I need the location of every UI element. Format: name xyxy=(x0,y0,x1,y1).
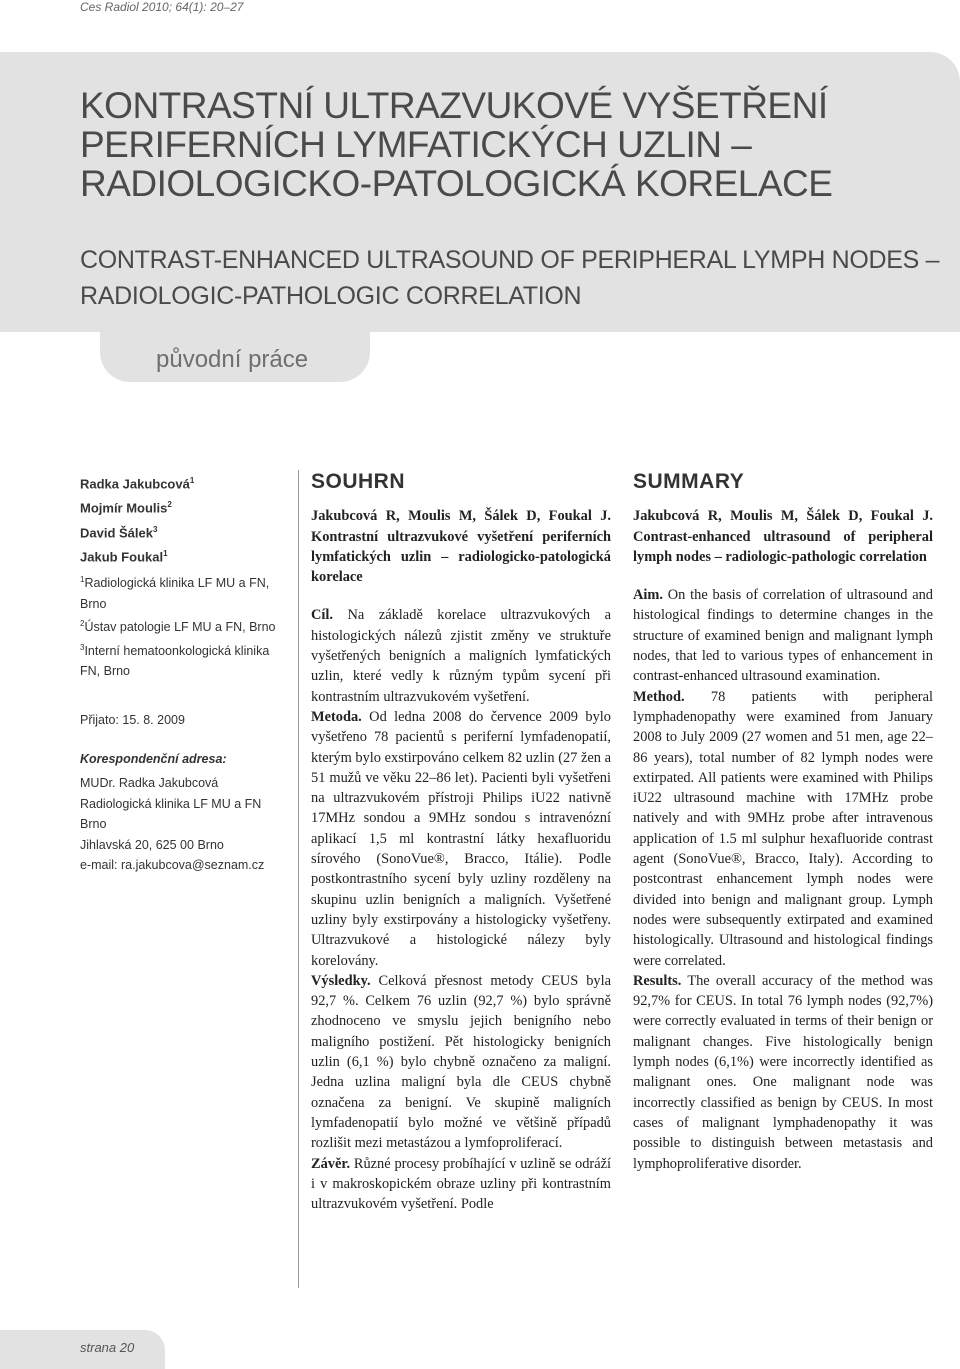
address-line: Radiologická klinika LF MU a FN xyxy=(80,796,262,811)
journal-citation: Ces Radiol 2010; 64(1): 20–27 xyxy=(80,0,244,14)
title-en-line: CONTRAST-ENHANCED ULTRASOUND OF PERIPHERAL LYMPH NODES – xyxy=(80,246,940,274)
footer-band xyxy=(0,1330,165,1369)
author: Jakub Foukal$^1$ xyxy=(80,548,168,565)
article-type: původní práce xyxy=(156,346,309,373)
article-type-tab xyxy=(100,320,370,382)
summary-heading: SUMMARY xyxy=(633,470,745,493)
affiliations xyxy=(80,570,290,682)
summary-aim: Aim. On the basis of correlation of ultrasound and histological findings to determine changes in the structure of examined benign and malignant lymph nodes, that led to various types of enhancement in contrast-enhanced ultrasound examination. xyxy=(633,587,933,685)
summary-results: Results. The overall accuracy of the method was 92,7% for CEUS. In total 76 lymph nodes (92,7%) were correctly evaluated in terms of their benign or malignant changes. Five histologically benign lymph nodes (6,1%) were incorrectly identified as malignant ones. One malignant node was incorrectly classified as benign by CEUS. In most cases of malignant lymphadenopathy it was possible to distinguish between metastasis and lymphoproliferative disorder. xyxy=(633,972,933,1172)
souhrn-citation: Jakubcová R, Moulis M, Šálek D, Foukal J. Kontrastní ultrazvukové vyšetření periferních lymfatických uzlin – radiologicko-patologická korelace xyxy=(311,508,611,586)
souhrn-column xyxy=(311,472,611,1214)
title-cz-line: PERIFERNÍCH LYMFATICKÝCH UZLIN – xyxy=(80,124,752,165)
received-date: Přijato: 15. 8. 2009 xyxy=(80,713,185,727)
author-list xyxy=(80,470,194,567)
affiliation: $^3$Interní hematoonkologická klinika FN, Brno xyxy=(80,642,270,679)
title-en-line: RADIOLOGIC-PATHOLOGIC CORRELATION xyxy=(80,282,582,310)
column-divider xyxy=(298,470,299,1288)
souhrn-aim: Cíl. Na základě korelace ultrazvukových a histologických nálezů zjistit změny ve struktuře vyšetřených benigních a maligních lymfatických uzlin, které vedly k různým typům sycení při kontrastním ultrazvukovém vyšetření. xyxy=(311,607,611,705)
affiliation: $^1$Radiologická klinika LF MU a FN, Brno xyxy=(80,575,270,611)
author: Mojmír Moulis$^2$ xyxy=(80,500,172,516)
page-number: strana 20 xyxy=(80,1340,135,1355)
title-cz-line: KONTRASTNÍ ULTRAZVUKOVÉ VYŠETŘENÍ xyxy=(80,85,828,126)
title-en xyxy=(80,242,939,314)
souhrn-results: Výsledky. Celková přesnost metody CEUS byla 92,7 %. Celkem 76 uzlin (92,7 %) bylo správně zhodnoceno ve smyslu jejich benigního nebo maligního postižení. Pět histologicky benigních uzlin (6,1 %) bylo chybně označeno za maligní. Jedna uzlina maligní byla dle CEUS chybně označena za benigní. Ve skupině maligních lymfadenopatií bylo možné ve většině případů rozlišit mezi metastázou a lymfoproliferací. xyxy=(311,972,611,1152)
correspondence-heading: Korespondenční adresa: xyxy=(80,752,227,766)
correspondence-address xyxy=(80,773,300,876)
summary-citation: Jakubcová R, Moulis M, Šálek D, Foukal J. Contrast-enhanced ultrasound of peripheral lymph nodes – radiologic-pathologic correlation xyxy=(633,508,933,565)
affiliation: $^2$Ústav patologie LF MU a FN, Brno xyxy=(80,619,276,635)
title-cz-line: RADIOLOGICKO-PATOLOGICKÁ KORELACE xyxy=(80,163,833,204)
author: David Šálek$^3$ xyxy=(80,524,158,540)
address-line: Brno xyxy=(80,817,107,831)
souhrn-method: Metoda. Od ledna 2008 do července 2009 bylo vyšetřeno 78 pacientů s periferní lymfadenopatií, kterým bylo exstirpováno celkem 82 uzlin (27 žen a 51 mužů ve věku 22–86 let). Pacienti byli vyšetřeni na ultrazvukovém přístroji Philips iU22 nativně 17MHz sondou a 9MHz sondou s intravenózní aplikací 1,5 ml kontrastní látky hexafluoridu sírového (SonoVue®, Bracco, Itálie). Podle postkontrastního sycení byly uzliny rozděleny na skupinu uzlin benigních a maligních. Vyšetřené uzliny byly exstirpovány a histologicky vyšetřeny. Ultrazvukové a histologické nálezy byly korelovány. xyxy=(311,708,611,969)
address-line: Jihlavská 20, 625 00 Brno xyxy=(80,837,224,852)
title-cz xyxy=(80,86,832,203)
souhrn-conclusion: Závěr. Různé procesy probíhající v uzlině se odráží i v makroskopickém obraze uzliny při kontrastním ultrazvukovém vyšetření. Podle xyxy=(311,1155,611,1213)
email-link[interactable]: e-mail: ra.jakubcova@seznam.cz xyxy=(80,858,265,872)
summary-column xyxy=(633,472,933,1174)
author: Radka Jakubcová$^1$ xyxy=(80,476,195,492)
address-line: MUDr. Radka Jakubcová xyxy=(80,776,219,790)
souhrn-heading: SOUHRN xyxy=(311,470,406,493)
summary-method: Method. 78 patients with peripheral lymphadenopathy were examined from January 2008 to July 2009 (27 women and 51 men, age 22–86 years), total number of 82 lymph nodes were extirpated. All patients were examined with Philips iU22 ultrasound machine with 17MHz probe natively and with 9MHz probe after intravenous application of 1.5 ml sulphur hexafluoride contrast agent (SonoVue®, Bracco, Italy). According to postcontrast enhancement lymph nodes were divided into benign and malignant group. Lymph nodes were subsequently extirpated and examined histologically. Ultrasound and histological findings were correlated. xyxy=(633,688,933,969)
